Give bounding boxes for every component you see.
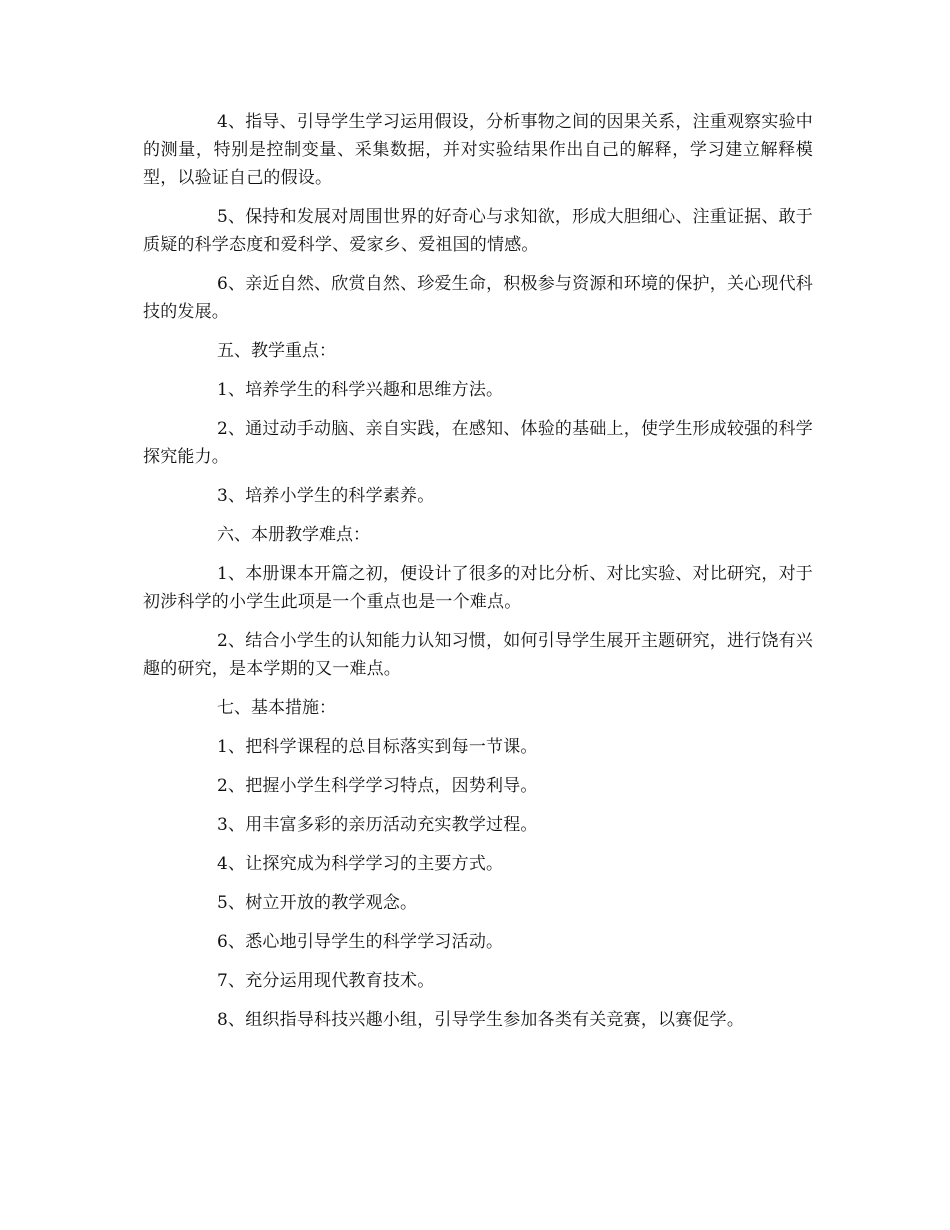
paragraph-focus-3: 3、培养小学生的科学素养。 <box>217 486 435 506</box>
paragraph-difficulty-2: 2、结合小学生的认知能力认知习惯，如何引导学生展开主题研究，进行饶有兴趣的研究，是本学期的又一难点。 <box>143 631 813 679</box>
paragraph-focus-2: 2、通过动手动脑、亲自实践，在感知、体验的基础上，使学生形成较强的科学探究能力。 <box>143 419 813 467</box>
paragraph-measure-1: 1、把科学课程的总目标落实到每一节课。 <box>217 737 538 757</box>
paragraph-measure-6: 6、悉心地引导学生的科学学习活动。 <box>217 932 504 952</box>
paragraph-focus-1: 1、培养学生的科学兴趣和思维方法。 <box>217 380 504 400</box>
paragraph-goal-5: 5、保持和发展对周围世界的好奇心与求知欲，形成大胆细心、注重证据、敢于质疑的科学态度和爱科学、爱家乡、爱祖国的情感。 <box>143 207 813 255</box>
paragraph-measure-5: 5、树立开放的教学观念。 <box>217 893 418 913</box>
paragraph-difficulty-1: 1、本册课本开篇之初，便设计了很多的对比分析、对比实验、对比研究，对于初涉科学的小学生此项是一个重点也是一个难点。 <box>143 564 813 612</box>
paragraph-goal-4: 4、指导、引导学生学习运用假设，分析事物之间的因果关系，注重观察实验中的测量，特别是控制变量、采集数据，并对实验结果作出自己的解释，学习建立解释模型，以验证自己的假设。 <box>143 112 813 188</box>
paragraph-measure-3: 3、用丰富多彩的亲历活动充实教学过程。 <box>217 815 538 835</box>
paragraph-measure-8: 8、组织指导科技兴趣小组，引导学生参加各类有关竞赛，以赛促学。 <box>217 1010 745 1030</box>
paragraph-measure-2: 2、把握小学生科学学习特点，因势利导。 <box>217 776 538 796</box>
document-body <box>143 108 813 1045</box>
section-heading-difficulties: 六、本册教学难点： <box>217 525 370 545</box>
paragraph-measure-4: 4、让探究成为科学学习的主要方式。 <box>217 854 504 874</box>
section-heading-measures: 七、基本措施： <box>217 698 336 718</box>
section-heading-teaching-focus: 五、教学重点： <box>217 341 336 361</box>
paragraph-measure-7: 7、充分运用现代教育技术。 <box>217 971 435 991</box>
paragraph-goal-6: 6、亲近自然、欣赏自然、珍爱生命，积极参与资源和环境的保护，关心现代科技的发展。 <box>143 274 813 322</box>
